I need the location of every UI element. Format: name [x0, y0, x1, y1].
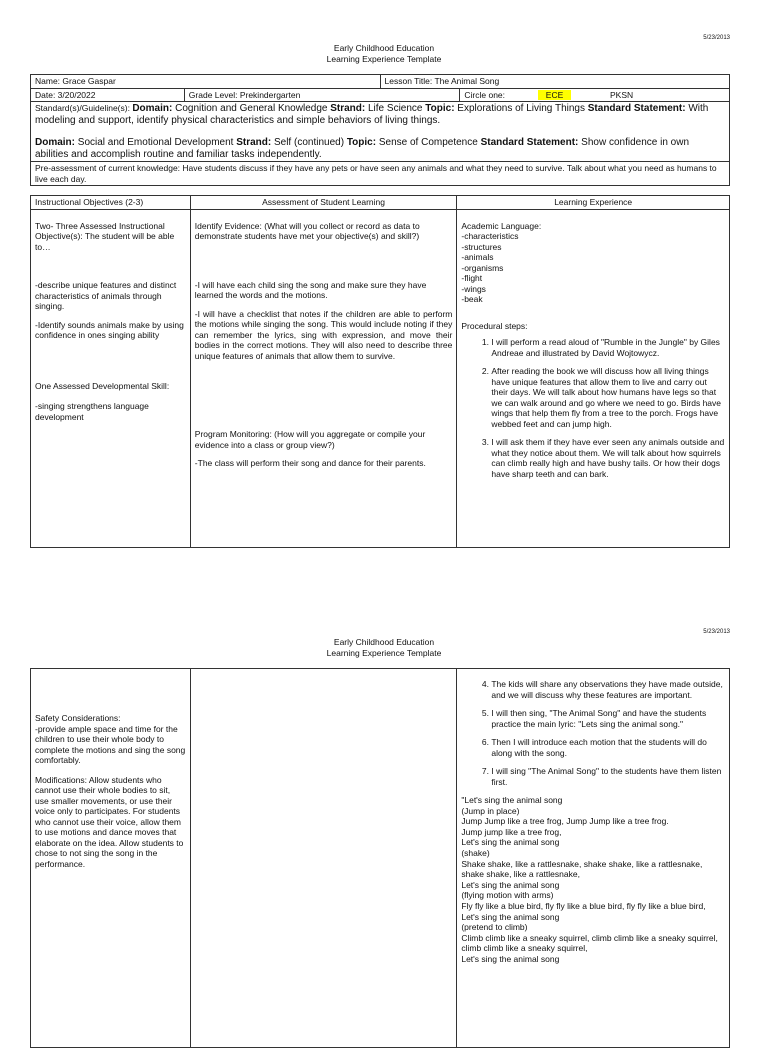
objective-2: -Identify sounds animals make by using confidence in ones singing ability	[35, 319, 184, 340]
academic-word: -flight	[461, 273, 483, 283]
academic-word: -characteristics	[461, 231, 519, 241]
lyric-line: Shake shake, like a rattlesnake, shake shake, like a rattlesnake, shake shake, like a rattlesnake,	[461, 858, 703, 880]
modifications: Modifications: Allow students who cannot use their whole bodies to sit, use smaller movements, or use their voice only to participates. For students who cannot use their voice, allow them to use motions and dance moves that elaborate on the idea. Allow students to chose to not sing the song in the performance.	[35, 774, 184, 869]
lyric-line: Jump Jump like a tree frog, Jump Jump like a tree frog.	[461, 816, 669, 827]
safety-text: -provide ample space and time for the children to use their whole body to complete the motions and sing the song comfortably.	[35, 723, 186, 765]
safety-title: Safety Considerations:	[35, 713, 121, 723]
column-header-assessment: Assessment of Student Learning	[190, 196, 457, 210]
procedural-step: 4. The kids will share any observations they have made outside, and we will discuss why these features are important.	[491, 679, 725, 700]
lesson-title-cell: Lesson Title: The Animal Song	[380, 75, 729, 89]
song-lyrics	[461, 795, 725, 965]
standard-1	[35, 103, 725, 126]
lyric-line: Climb climb like a sneaky squirrel, climb climb like a sneaky squirrel, climb climb like a sneaky squirrel,	[461, 932, 718, 954]
procedural-steps-list	[461, 337, 725, 479]
column-header-learning-experience: Learning Experience	[457, 196, 730, 210]
lyric-line: (flying motion with arms)	[461, 890, 554, 901]
lyric-line: (shake)	[461, 847, 490, 858]
val-strand: Life Science	[365, 103, 426, 114]
procedural-steps-title: Procedural steps:	[461, 320, 528, 331]
lyric-line: (pretend to climb)	[461, 922, 528, 933]
lesson-table-continued	[30, 668, 730, 1048]
procedural-step: 6. Then I will introduce each motion that the students will do along with the song.	[491, 737, 725, 758]
val-topic: Explorations of Living Things	[454, 103, 588, 114]
objectives-cell	[31, 209, 191, 547]
page-header-2	[0, 637, 768, 659]
assessment-cell-2	[190, 669, 457, 1048]
lyric-line: Let's sing the animal song	[461, 953, 560, 964]
val-topic-2: Sense of Competence	[376, 137, 481, 148]
academic-language-title: Academic Language:	[461, 220, 542, 231]
academic-word: -beak	[461, 294, 483, 304]
val-domain: Cognition and General Knowledge	[172, 103, 331, 114]
academic-word: -animals	[461, 252, 494, 262]
kw-topic-2: Topic:	[346, 137, 377, 148]
kw-standard-statement: Standard Statement:	[587, 103, 686, 114]
evidence-2: -I will have a checklist that notes if the children are able to perform the motions while singing the song. This would include noting if they can remember the lyrics, sing with expression, and move their bodies in the correct motions. They will also need to describe three unique features of animals that allow them to survive.	[194, 308, 453, 361]
academic-words	[461, 231, 725, 305]
lyric-line: Let's sing the animal song	[461, 837, 560, 848]
lyric-line: Fly fly like a blue bird, fly fly like a blue bird, fly fly like a blue bird,	[461, 900, 706, 911]
circle-pksn: PKSN	[610, 89, 634, 100]
grade-level-cell: Grade Level: Prekindergarten	[184, 88, 460, 102]
header-line-1: Early Childhood Education	[333, 637, 435, 647]
kw-domain-2: Domain:	[35, 137, 75, 148]
column-header-objectives: Instructional Objectives (2-3)	[31, 196, 191, 210]
academic-word: -organisms	[461, 262, 504, 273]
developmental-skill: -singing strengthens language development	[35, 401, 149, 422]
val-strand-2: Self (continued)	[271, 137, 347, 148]
procedural-step: 2. After reading the book we will discuss how all living things have unique features that allow them to live and carry out their days. We will talk about how humans have legs so that we can walk around and go where we need to go. Birds have wings that help them fly from a tree to the porch. Frogs have webbed feet and can jump high.	[491, 366, 725, 429]
lyric-line: Let's sing the animal song	[461, 911, 560, 922]
header-line-1: Early Childhood Education	[333, 43, 435, 53]
evidence-title: Identify Evidence: (What will you collect or record as data to demonstrate students have met your objective(s) and skill?)	[194, 220, 420, 241]
evidence-1: -I will have each child sing the song and make sure they have learned the words and the motions.	[194, 279, 427, 300]
name-cell: Name: Grace Gaspar	[31, 75, 381, 89]
objectives-intro: Two- Three Assessed Instructional Objective(s): The student will be able to…	[35, 220, 175, 252]
developmental-skill-title: One Assessed Developmental Skill:	[35, 380, 170, 391]
kw-strand: Strand:	[330, 103, 366, 114]
program-monitoring-title: Program Monitoring: (How will you aggregate or compile your evidence into a class or group view?)	[194, 429, 426, 450]
standards-intro: Standard(s)/Guideline(s):	[35, 103, 133, 113]
circle-label: Circle one:	[464, 89, 506, 100]
lyric-line: "Let's sing the animal song	[461, 795, 563, 805]
academic-word: -structures	[461, 241, 502, 252]
assessment-cell	[190, 209, 457, 547]
lesson-table	[30, 195, 730, 548]
lyric-line: (Jump in place)	[461, 805, 520, 816]
objectives-cell-2	[31, 669, 191, 1048]
procedural-steps-list-2	[461, 679, 725, 787]
kw-strand-2: Strand:	[236, 137, 272, 148]
circle-ece: ECE	[538, 90, 571, 100]
kw-domain: Domain:	[132, 103, 173, 114]
page-header	[0, 43, 768, 65]
standards-cell	[31, 102, 730, 162]
standard-2	[35, 137, 725, 160]
val-standard-statement: With modeling and support, identify physical characteristics and simple behaviors of living things.	[35, 103, 709, 126]
date-cell: Date: 3/20/2022	[31, 88, 185, 102]
lyric-line: Let's sing the animal song	[461, 879, 560, 890]
page-date: 5/23/2013	[703, 35, 730, 41]
header-line-2: Learning Experience Template	[326, 648, 442, 658]
program-monitoring-1: -The class will perform their song and dance for their parents.	[194, 458, 426, 468]
learning-experience-cell	[457, 209, 730, 547]
circle-one-cell	[460, 88, 730, 102]
kw-standard-statement-2: Standard Statement:	[480, 137, 579, 148]
val-domain-2: Social and Emotional Development	[75, 137, 237, 148]
lyric-line: Jump jump like a tree frog,	[461, 826, 562, 837]
objective-1: -describe unique features and distinct characteristics of animals through singing.	[35, 280, 177, 311]
page-date-2: 5/23/2013	[703, 629, 730, 635]
info-table	[30, 74, 730, 186]
header-line-2: Learning Experience Template	[326, 54, 442, 64]
procedural-step: 7. I will sing "The Animal Song" to the students have them listen first.	[491, 766, 725, 787]
academic-word: -wings	[461, 283, 486, 294]
procedural-step: 5. I will then sing, "The Animal Song" and have the students practice the main lyric: "Lets sing the animal song."	[491, 708, 725, 729]
procedural-step: 1. I will perform a read aloud of "Rumble in the Jungle" by Giles Andreae and illustrated by David Wojtowycz.	[491, 337, 725, 358]
procedural-step: 3. I will ask them if they have ever seen any animals outside and what they notice about them. We will talk about how squirrels can climb really high and have bushy tails. Or how their dogs have sharp teeth and can bark.	[491, 437, 725, 479]
learning-experience-cell-2	[457, 669, 730, 1048]
kw-topic: Topic:	[425, 103, 455, 114]
val-standard-statement-2: Show confidence in own abilities and accomplish routine and familiar tasks independently.	[35, 137, 690, 160]
pre-assessment-cell: Pre-assessment of current knowledge: Have students discuss if they have any pets or have seen any animals and what they need to survive. Talk about what you need as humans to live each day.	[31, 162, 730, 186]
